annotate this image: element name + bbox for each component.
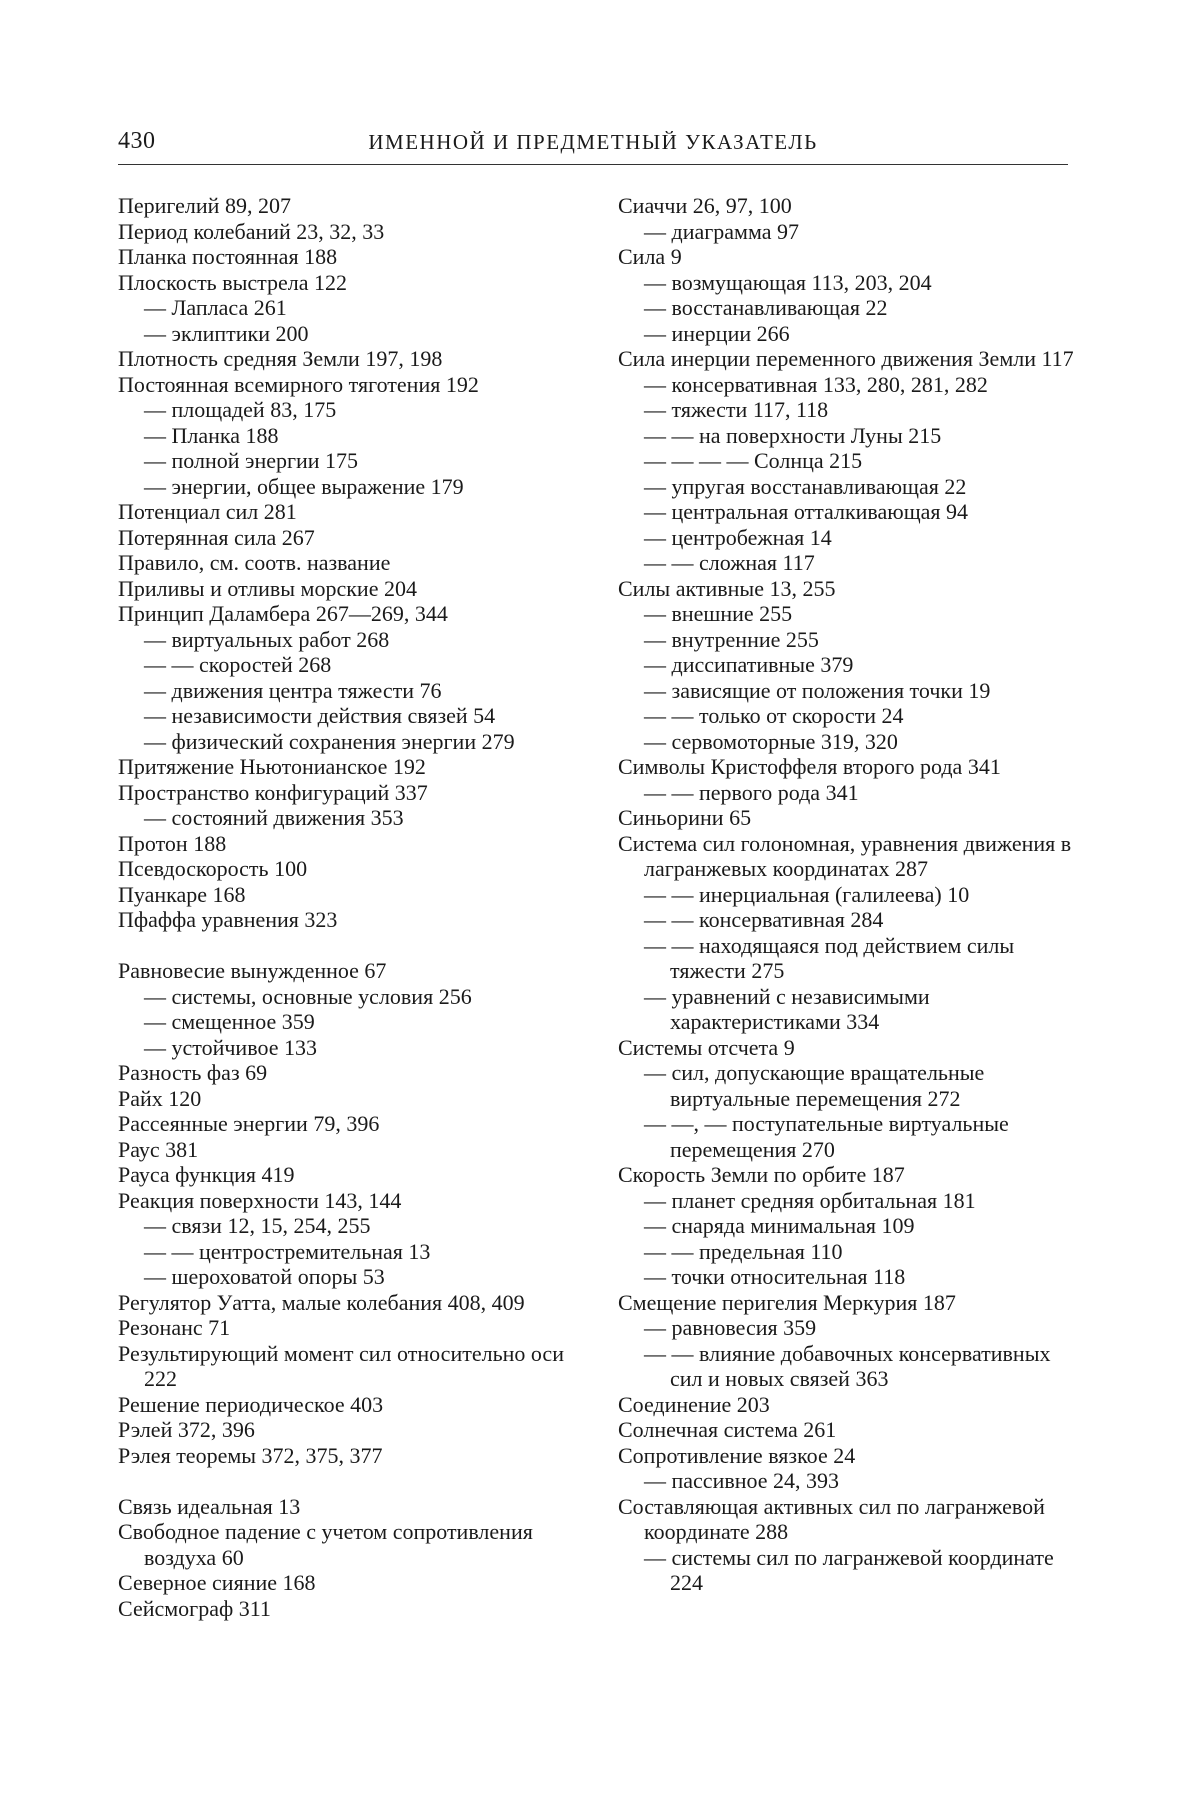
index-entry: — консервативная 133, 280, 281, 282 — [644, 371, 988, 397]
index-entry: Сейсмограф 311 — [118, 1595, 271, 1621]
index-entry: — диссипативные 379 — [644, 652, 854, 677]
index-entry: Силы активные 13, 255 — [618, 575, 836, 601]
index-entry: Потенциал сил 281 — [118, 499, 297, 524]
index-entry: Системы отсчета 9 — [618, 1034, 795, 1060]
index-entry: Результирующий момент сил относительно оси 222 — [118, 1340, 564, 1391]
index-entry: — физический сохранения энергии 279 — [144, 728, 515, 754]
index-entry: Солнечная система 261 — [618, 1417, 837, 1442]
index-entry: — устойчивое 133 — [144, 1034, 317, 1060]
index-entry: Соединение 203 — [618, 1391, 770, 1417]
index-entry: Система сил голономная, уравнения движения в лагранжевых координатах 287 — [618, 830, 1072, 881]
index-entry: Перигелий 89, 207 — [118, 193, 291, 218]
index-entry: Реакция поверхности 143, 144 — [118, 1187, 402, 1213]
index-entry: — энергии, общее выражение 179 — [144, 473, 464, 499]
index-entry: — уравнений с независимыми характеристиками 334 — [644, 983, 930, 1034]
index-entry: — виртуальных работ 268 — [144, 626, 390, 652]
index-entry: — эклиптики 200 — [144, 320, 309, 346]
index-entry: — тяжести 117, 118 — [644, 397, 829, 422]
index-entry: Протон 188 — [118, 830, 227, 856]
index-entry: Регулятор Уатта, малые колебания 408, 409 — [118, 1289, 525, 1315]
index-entry: — возмущающая 113, 203, 204 — [644, 269, 932, 295]
index-entry: — снаряда минимальная 109 — [644, 1213, 915, 1238]
index-entry: Планка постоянная 188 — [118, 244, 338, 269]
index-entry: — — — — Солнца 215 — [644, 448, 863, 473]
index-entry: Скорость Земли по орбите 187 — [618, 1162, 905, 1187]
index-entry: — сервомоторные 319, 320 — [644, 728, 898, 754]
index-entry: — шероховатой опоры 53 — [144, 1264, 385, 1289]
index-entry: — площадей 83, 175 — [144, 397, 337, 422]
index-entry: Пуанкаре 168 — [118, 881, 246, 907]
index-entry: — — предельная 110 — [644, 1238, 843, 1264]
index-entry: Период колебаний 23, 32, 33 — [118, 218, 385, 244]
index-entry: Равновесие вынужденное 67 — [118, 958, 387, 983]
index-entry: — — скоростей 268 — [144, 652, 332, 677]
index-entry: — упругая восстанавливающая 22 — [644, 473, 967, 499]
index-entry: Плоскость выстрела 122 — [118, 269, 348, 295]
running-title: ИМЕННОЙ И ПРЕДМЕТНЫЙ УКАЗАТЕЛЬ — [368, 130, 818, 154]
index-entry: Постоянная всемирного тяготения 192 — [118, 371, 479, 397]
index-entry: — — влияние добавочных консервативных сил и новых связей 363 — [644, 1340, 1051, 1391]
index-entry: Правило, см. соотв. название — [118, 550, 391, 575]
index-entry: — планет средняя орбитальная 181 — [644, 1187, 976, 1213]
index-entry: — независимости действия связей 54 — [144, 703, 496, 728]
index-entry: — точки относительная 118 — [644, 1264, 906, 1289]
index-entry: Псевдоскорость 100 — [118, 856, 308, 881]
index-entry: — равновесия 359 — [644, 1315, 817, 1340]
header-rule — [118, 164, 1068, 165]
index-entry: Принцип Даламбера 267—269, 344 — [118, 601, 448, 626]
index-entry: Пфаффа уравнения 323 — [118, 907, 338, 932]
index-entry: — —, — поступательные виртуальные перемещения 270 — [644, 1111, 1009, 1162]
index-entry: — Лапласа 261 — [144, 295, 287, 320]
index-entry: — полной энергии 175 — [144, 448, 359, 473]
index-entry: — диаграмма 97 — [644, 218, 799, 244]
index-entry: Северное сияние 168 — [118, 1570, 316, 1595]
index-entry: Рауса функция 419 — [118, 1162, 295, 1187]
index-entry: — Планка 188 — [144, 422, 279, 448]
index-entry: — связи 12, 15, 254, 255 — [144, 1213, 371, 1238]
index-entry: — состояний движения 353 — [144, 805, 404, 830]
index-entry: Разность фаз 69 — [118, 1060, 268, 1085]
index-entry: Символы Кристоффеля второго рода 341 — [618, 754, 1001, 779]
index-entry: Рэлея теоремы 372, 375, 377 — [118, 1442, 383, 1468]
index-entry: Сопротивление вязкое 24 — [618, 1442, 856, 1468]
page-number: 430 — [118, 128, 156, 154]
index-entry: — смещенное 359 — [144, 1009, 315, 1034]
index-entry: — системы сил по лагранжевой координате 224 — [644, 1544, 1054, 1595]
index-entry: — центробежная 14 — [644, 524, 832, 550]
index-gap — [118, 933, 588, 959]
index-entry: Свободное падение с учетом сопротивления воздуха 60 — [118, 1519, 533, 1570]
index-gap — [118, 1468, 588, 1494]
index-entry: — — только от скорости 24 — [644, 703, 904, 728]
index-entry: — внешние 255 — [644, 601, 793, 626]
index-entry: Связь идеальная 13 — [118, 1493, 301, 1519]
index-entry: Составляющая активных сил по лагранжевой координате 288 — [618, 1493, 1045, 1544]
index-entry: — — центростремительная 13 — [144, 1238, 431, 1264]
index-entry: — восстанавливающая 22 — [644, 295, 888, 320]
index-entry: Притяжение Ньютонианское 192 — [118, 754, 426, 779]
index-entry: — внутренние 255 — [644, 626, 819, 652]
index-entry: — системы, основные условия 256 — [144, 983, 472, 1009]
index-entry: — зависящие от положения точки 19 — [644, 677, 991, 703]
index-entry: — пассивное 24, 393 — [644, 1468, 840, 1493]
index-entry: Пространство конфигураций 337 — [118, 779, 428, 805]
index-entry: Сиаччи 26, 97, 100 — [618, 193, 792, 218]
index-entry: — — инерциальная (галилеева) 10 — [644, 881, 970, 907]
index-entry: Смещение перигелия Меркурия 187 — [618, 1289, 956, 1315]
index-entry: — — сложная 117 — [644, 550, 815, 575]
index-entry: — — на поверхности Луны 215 — [644, 422, 942, 448]
index-entry: — — первого рода 341 — [644, 779, 859, 805]
index-entry: Приливы и отливы морские 204 — [118, 575, 417, 601]
index-entry: — — находящаяся под действием силы тяжести 275 — [644, 932, 1015, 983]
index-entry: Плотность средняя Земли 197, 198 — [118, 346, 443, 371]
index-entry: Рассеянные энергии 79, 396 — [118, 1111, 380, 1136]
index-entry: Раус 381 — [118, 1136, 199, 1162]
index-entry: Райх 120 — [118, 1085, 202, 1111]
index-entry: Резонанс 71 — [118, 1315, 231, 1340]
index-column-left — [118, 193, 588, 1621]
index-entry: Синьорини 65 — [618, 805, 752, 830]
index-entry: Сила инерции переменного движения Земли 117 — [618, 346, 1074, 371]
index-entry: — центральная отталкивающая 94 — [644, 499, 969, 524]
index-entry: — движения центра тяжести 76 — [144, 677, 442, 703]
index-column-right — [618, 193, 1088, 1596]
index-entry: Сила 9 — [618, 244, 682, 269]
index-entry: — инерции 266 — [644, 320, 790, 346]
index-entry: — — консервативная 284 — [644, 907, 884, 932]
index-entry: Рэлей 372, 396 — [118, 1417, 255, 1442]
index-entry: Решение периодическое 403 — [118, 1391, 384, 1417]
index-entry: — сил, допускающие вращательные виртуальные перемещения 272 — [644, 1060, 985, 1111]
index-entry: Потерянная сила 267 — [118, 524, 315, 550]
page-header — [118, 128, 1068, 168]
